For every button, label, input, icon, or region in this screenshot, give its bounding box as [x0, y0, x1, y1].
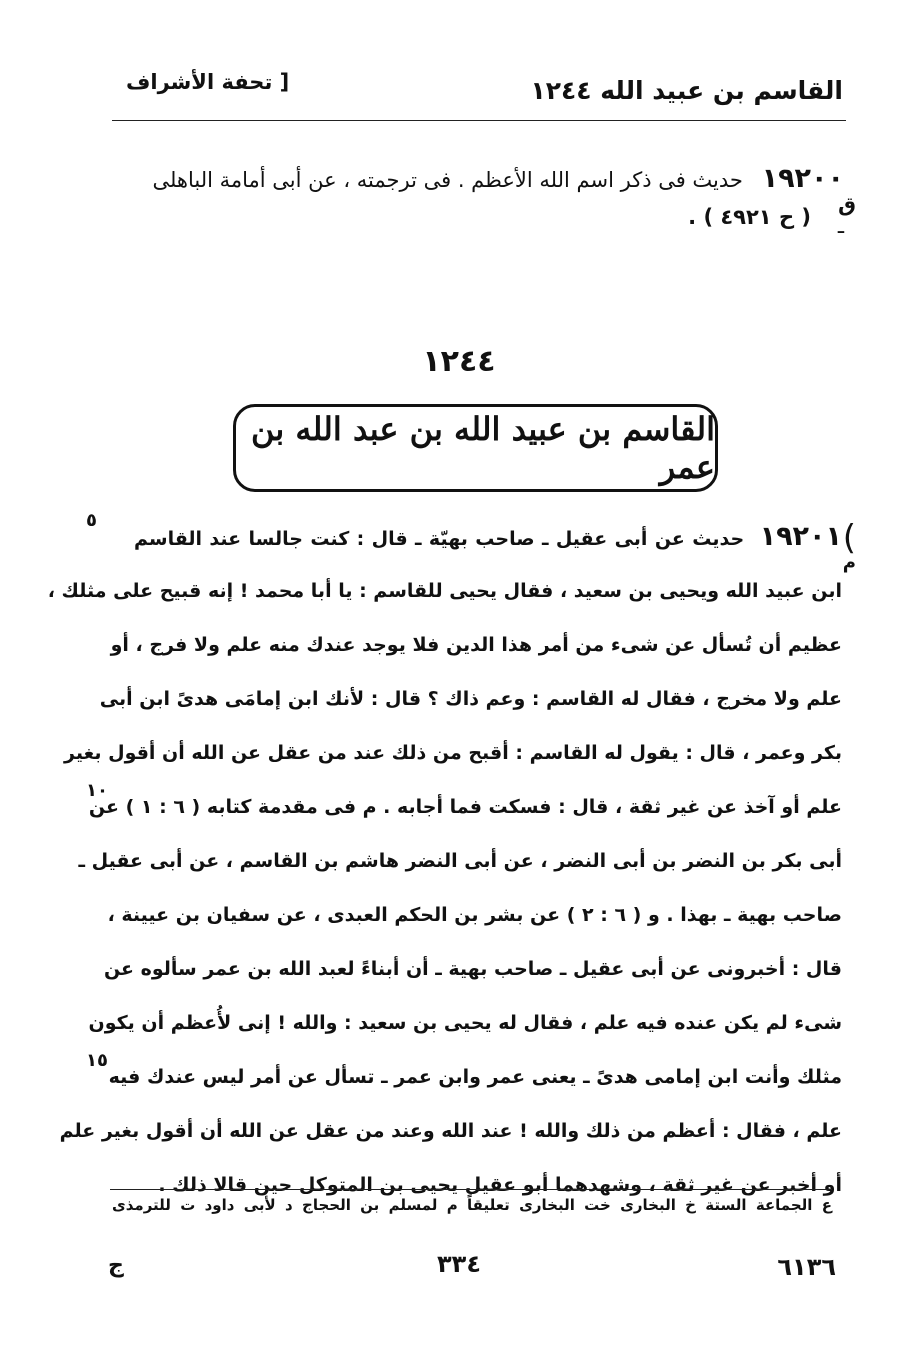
entry-bracket: (: [842, 518, 856, 558]
entry-number: ١٩٢٠١: [759, 521, 842, 552]
text-line: علم أو آخذ عن غير ثقة ، قال : فسكت فما أجابه . م فى مقدمة كتابه ( ٦ : ١ ) عن: [88, 796, 842, 818]
running-page-number: ٦١٣٦: [777, 1253, 836, 1281]
entry-reference: ( ح ٤٩٢١ ) .: [688, 205, 811, 229]
header-rule: [112, 120, 846, 121]
text-line: مثلك وأنت ابن إمامى هدىً ـ يعنى عمر وابن عمر ـ تسأل عن أمر ليس عندك فيه: [108, 1066, 842, 1088]
narrator-name-box: [233, 404, 718, 492]
footnote-rule: [110, 1189, 832, 1190]
text-line: بكر وعمر ، قال : يقول له القاسم : أقبح من ذلك عند من عقل عن الله أن أقول بغير: [64, 742, 842, 764]
line-number-margin: ١٠: [86, 780, 108, 801]
book-title-header: [ تحفة الأشراف: [126, 70, 290, 94]
text-line: قال : أخبرونى عن أبى عقيل ـ صاحب بهية ـ أن أبناءً لعبد الله بن عمر سألوه عن: [103, 958, 842, 980]
volume-letter: ج: [108, 1253, 124, 1278]
sigla-footnote: ع الجماعة الستة خ البخارى خت البخارى تعليقاً م لمسلم بن الحجاج د لأبى داود ت للترمذى: [112, 1196, 832, 1214]
text-line: عظيم أن تُسأل عن شىء من أمر هذا الدين فلا يوجد عندك منه علم ولا فرج ، أو: [110, 634, 842, 656]
text-line: أو أخبر عن غير ثقة ، وشهدهما أبو عقيل يحيى بن المتوكل حين قالا ذلك .: [158, 1174, 842, 1196]
text-line: ١٩٢٠١ حديث عن أبى عقيل ـ صاحب بهيّة ـ قال : كنت جالسا عند القاسم: [134, 521, 842, 552]
line-number-margin: ١٥: [86, 1050, 108, 1071]
section-number: ١٢٤٤: [422, 344, 496, 379]
text-line: ابن عبيد الله ويحيى بن سعيد ، فقال يحيى للقاسم : يا أبا محمد ! إنه قبيح على مثلك ،: [47, 580, 842, 602]
line-number-margin: ٥: [86, 510, 97, 531]
text-line: علم ولا مخرج ، فقال له القاسم : وعم ذاك ؟ قال : لأنك ابن إمامَى هدىً ابن أبى: [99, 688, 842, 710]
entry-text: حديث فى ذكر اسم الله الأعظم . فى ترجمته ، عن أبى أمامة الباهلى ـ: [152, 168, 844, 238]
entry-number: ١٩٢٠٠: [761, 163, 844, 194]
entry-19200: [144, 156, 844, 249]
text-line: علم ، فقال : أعظم من ذلك والله ! عند الله وعند من عقل عن الله أن أقول بغير علم: [59, 1120, 842, 1142]
running-header-title: القاسم بن عبيد الله ١٢٤٤: [530, 76, 843, 105]
entry-siglum: ق: [838, 192, 856, 216]
text-line: شىء لم يكن عنده فيه علم ، فقال له يحيى بن سعيد : والله ! إنى لأُعظم أن يكون: [88, 1012, 842, 1034]
text-line: صاحب بهية ـ بهذا . و ( ٦ : ٢ ) عن بشر بن الحكم العبدى ، عن سفيان بن عيينة ،: [107, 904, 842, 926]
page-number: ٣٣٤: [437, 1250, 481, 1278]
narrator-name: القاسم بن عبيد الله بن عبد الله بن عمر: [251, 410, 715, 486]
entry-siglum-main: م: [842, 552, 856, 573]
text-line: أبى بكر بن النضر بن أبى النضر ، عن أبى النضر هاشم بن القاسم ، عن أبى عقيل ـ: [78, 850, 842, 872]
